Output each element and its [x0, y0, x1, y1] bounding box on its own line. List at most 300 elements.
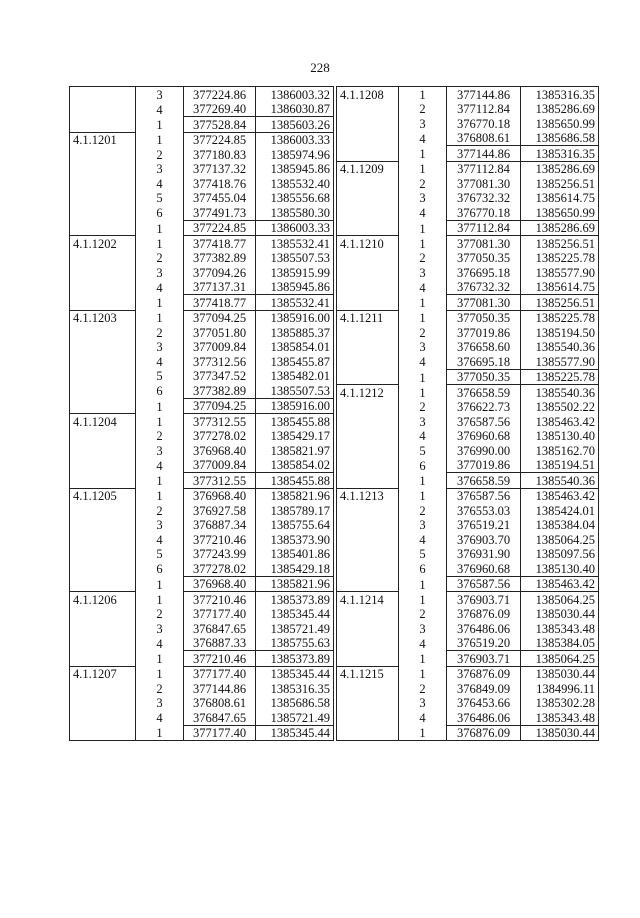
point-number: 2 [419, 102, 426, 116]
parcel-number [70, 696, 136, 711]
y-coordinate: 1384996.11 [521, 681, 599, 696]
table-row [70, 710, 334, 725]
y-coordinate: 1385030.44 [521, 666, 599, 681]
y-coordinate: 1385316.35 [256, 681, 334, 696]
y-coordinate: 1385974.96 [256, 147, 334, 162]
parcel-number [70, 220, 136, 236]
y-coordinate: 1385384.04 [521, 518, 599, 533]
y-coordinate: 1385401.86 [256, 547, 334, 562]
parcel-number [70, 561, 136, 576]
x-coordinate: 377019.86 [447, 325, 521, 340]
x-coordinate: 376876.09 [447, 666, 521, 681]
x-coordinate: 376486.06 [447, 710, 521, 725]
parcel-number [337, 176, 399, 191]
y-coordinate: 1385343.48 [521, 710, 599, 725]
y-coordinate: 1385686.58 [521, 131, 599, 146]
parcel-number: 4.1.1202 [70, 236, 136, 251]
point-number: 6 [156, 384, 163, 398]
y-coordinate: 1385721.49 [256, 621, 334, 636]
table-row [337, 666, 599, 681]
y-coordinate: 1385916.00 [256, 398, 334, 414]
parcel-number [70, 398, 136, 414]
table-row [337, 236, 599, 251]
x-coordinate: 377180.83 [184, 147, 256, 162]
x-coordinate: 376808.61 [184, 696, 256, 711]
table-row [337, 385, 599, 400]
point-number: 3 [156, 621, 163, 636]
point-number: 3 [156, 696, 163, 710]
table-row [70, 162, 334, 177]
table-row [70, 176, 334, 191]
parcel-number [337, 725, 399, 741]
y-coordinate: 1385373.89 [256, 592, 334, 607]
table-row [337, 400, 599, 415]
y-coordinate: 1386030.87 [256, 102, 334, 117]
y-coordinate: 1385885.37 [256, 325, 334, 340]
x-coordinate: 377177.40 [184, 666, 256, 681]
parcel-number: 4.1.1213 [337, 488, 399, 503]
table-row [337, 295, 599, 311]
y-coordinate: 1385256.51 [521, 176, 599, 191]
table-row [70, 383, 334, 398]
table-row [337, 191, 599, 206]
parcel-number [70, 205, 136, 220]
table-row [70, 518, 334, 533]
table-row [70, 443, 334, 458]
table-row [70, 265, 334, 280]
y-coordinate: 1385650.99 [521, 205, 599, 220]
x-coordinate: 377112.84 [447, 161, 521, 176]
table-row [70, 576, 334, 592]
parcel-number [337, 251, 399, 266]
x-coordinate: 377418.77 [184, 295, 256, 311]
y-coordinate: 1385162.70 [521, 443, 599, 458]
y-coordinate: 1385373.90 [256, 532, 334, 547]
point-number: 2 [419, 251, 426, 265]
table-row [70, 488, 334, 503]
point-number: 1 [419, 652, 426, 666]
parcel-number [70, 369, 136, 384]
coordinate-table-right [336, 86, 599, 741]
table-row [337, 251, 599, 266]
point-number: 1 [156, 399, 163, 414]
parcel-number [337, 340, 399, 355]
point-number: 4 [419, 280, 426, 295]
parcel-number [70, 429, 136, 444]
table-row [337, 621, 599, 636]
table-row [70, 592, 334, 607]
point-number: 4 [419, 355, 426, 369]
table-row [337, 473, 599, 489]
point-number: 1 [156, 667, 163, 681]
x-coordinate: 377210.46 [184, 532, 256, 547]
point-number: 4 [156, 102, 163, 117]
x-coordinate: 376847.65 [184, 621, 256, 636]
table-row [70, 205, 334, 220]
parcel-number [70, 117, 136, 133]
x-coordinate: 376770.18 [447, 205, 521, 220]
x-coordinate: 377312.56 [184, 354, 256, 369]
parcel-number: 4.1.1207 [70, 666, 136, 681]
y-coordinate: 1385345.44 [256, 607, 334, 622]
table-row [70, 87, 334, 102]
parcel-number [337, 220, 399, 236]
x-coordinate: 376903.70 [447, 532, 521, 547]
point-number: 4 [419, 636, 426, 651]
table-row [337, 576, 599, 592]
point-number: 3 [419, 414, 426, 429]
table-row [70, 325, 334, 340]
y-coordinate: 1385384.05 [521, 636, 599, 651]
x-coordinate: 377347.52 [184, 369, 256, 384]
y-coordinate: 1385532.41 [256, 236, 334, 251]
point-number: 1 [419, 385, 426, 400]
x-coordinate: 377177.40 [184, 725, 256, 741]
parcel-number: 4.1.1215 [337, 666, 399, 681]
y-coordinate: 1385064.25 [521, 651, 599, 667]
point-number: 1 [419, 577, 426, 592]
parcel-number [337, 265, 399, 280]
x-coordinate: 377112.84 [447, 102, 521, 117]
table-row [337, 458, 599, 473]
x-coordinate: 377418.76 [184, 176, 256, 191]
parcel-number: 4.1.1204 [70, 414, 136, 429]
parcel-number [337, 503, 399, 518]
parcel-number [337, 146, 399, 162]
point-number: 3 [156, 340, 163, 354]
point-number: 4 [156, 532, 163, 547]
x-coordinate: 376658.60 [447, 340, 521, 355]
x-coordinate: 376732.32 [447, 280, 521, 295]
parcel-number [70, 576, 136, 592]
point-number: 2 [156, 325, 163, 340]
parcel-number [337, 295, 399, 311]
y-coordinate: 1385556.68 [256, 191, 334, 206]
y-coordinate: 1385286.69 [521, 102, 599, 117]
point-number: 1 [419, 311, 426, 325]
y-coordinate: 1385424.01 [521, 503, 599, 518]
table-row [70, 503, 334, 518]
y-coordinate: 1386003.32 [256, 87, 334, 102]
point-number: 2 [156, 681, 163, 696]
table-row [70, 340, 334, 355]
point-number: 2 [419, 176, 426, 191]
y-coordinate: 1385482.01 [256, 369, 334, 384]
table-row [337, 265, 599, 280]
point-number: 5 [156, 191, 163, 205]
point-number: 2 [156, 503, 163, 518]
y-coordinate: 1385463.42 [521, 488, 599, 503]
parcel-number [337, 607, 399, 622]
parcel-number [337, 651, 399, 667]
table-row [70, 147, 334, 162]
parcel-number [337, 131, 399, 146]
y-coordinate: 1385194.51 [521, 458, 599, 473]
parcel-number [70, 503, 136, 518]
point-number: 6 [156, 206, 163, 220]
point-number: 3 [156, 162, 163, 176]
table-row [337, 651, 599, 667]
parcel-number: 4.1.1212 [337, 385, 399, 400]
table-row [70, 636, 334, 651]
parcel-number [337, 325, 399, 340]
parcel-number [70, 458, 136, 473]
parcel-number [70, 681, 136, 696]
parcel-number [70, 251, 136, 266]
point-number: 1 [156, 652, 163, 666]
x-coordinate: 377210.46 [184, 651, 256, 667]
x-coordinate: 376849.09 [447, 681, 521, 696]
point-number: 3 [419, 621, 426, 636]
x-coordinate: 376622.73 [447, 400, 521, 415]
point-number: 6 [419, 562, 426, 576]
y-coordinate: 1385316.35 [521, 146, 599, 162]
point-number: 1 [419, 370, 426, 385]
table-row [337, 325, 599, 340]
parcel-number [70, 725, 136, 741]
table-row [70, 191, 334, 206]
y-coordinate: 1385945.86 [256, 162, 334, 177]
x-coordinate: 377528.84 [184, 117, 256, 133]
parcel-number [70, 354, 136, 369]
table-row [70, 696, 334, 711]
point-number: 1 [419, 221, 426, 236]
x-coordinate: 377009.84 [184, 458, 256, 473]
parcel-number [70, 621, 136, 636]
parcel-number: 4.1.1206 [70, 592, 136, 607]
y-coordinate: 1385256.51 [521, 236, 599, 251]
x-coordinate: 377224.85 [184, 132, 256, 147]
table-row [337, 354, 599, 369]
point-number: 4 [419, 131, 426, 146]
x-coordinate: 377418.77 [184, 236, 256, 251]
parcel-number [337, 400, 399, 415]
parcel-number [70, 383, 136, 398]
point-number: 3 [419, 116, 426, 131]
y-coordinate: 1385686.58 [256, 696, 334, 711]
table-row [337, 205, 599, 220]
x-coordinate: 376876.09 [447, 725, 521, 741]
y-coordinate: 1385580.30 [256, 205, 334, 220]
point-number: 1 [136, 725, 184, 741]
x-coordinate: 377455.04 [184, 191, 256, 206]
parcel-number [337, 710, 399, 725]
x-coordinate: 377094.26 [184, 265, 256, 280]
point-number: 3 [419, 518, 426, 532]
parcel-number [337, 561, 399, 576]
x-coordinate: 377224.85 [184, 220, 256, 236]
y-coordinate: 1385650.99 [521, 116, 599, 131]
table-row [337, 220, 599, 236]
parcel-number [70, 473, 136, 489]
parcel-number [70, 518, 136, 533]
y-coordinate: 1385540.36 [521, 385, 599, 400]
y-coordinate: 1385532.41 [256, 295, 334, 311]
y-coordinate: 1385721.49 [256, 710, 334, 725]
table-row [337, 429, 599, 444]
x-coordinate: 377050.35 [447, 251, 521, 266]
parcel-number [70, 87, 136, 102]
parcel-number [70, 607, 136, 622]
x-coordinate: 376732.32 [447, 191, 521, 206]
y-coordinate: 1385030.44 [521, 607, 599, 622]
x-coordinate: 377491.73 [184, 205, 256, 220]
x-coordinate: 376931.90 [447, 547, 521, 562]
x-coordinate: 376968.40 [184, 488, 256, 503]
x-coordinate: 376808.61 [447, 131, 521, 146]
parcel-number [337, 369, 399, 385]
table-row [70, 473, 334, 489]
table-row [70, 725, 334, 741]
table-row [70, 280, 334, 295]
parcel-number [70, 532, 136, 547]
y-coordinate: 1385945.86 [256, 280, 334, 295]
point-number: 3 [419, 340, 426, 354]
table-row [70, 236, 334, 251]
point-number: 2 [156, 429, 163, 443]
point-number: 1 [156, 577, 163, 592]
point-number: 1 [419, 147, 426, 161]
table-row [337, 340, 599, 355]
point-number: 4 [419, 532, 426, 547]
y-coordinate: 1385345.44 [256, 666, 334, 681]
x-coordinate: 377081.30 [447, 295, 521, 311]
x-coordinate: 377081.30 [447, 236, 521, 251]
x-coordinate: 377112.84 [447, 220, 521, 236]
point-number: 5 [419, 443, 426, 458]
x-coordinate: 377312.55 [184, 473, 256, 489]
x-coordinate: 376887.34 [184, 518, 256, 533]
y-coordinate: 1385577.90 [521, 265, 599, 280]
point-number: 1 [419, 474, 426, 488]
x-coordinate: 377278.02 [184, 429, 256, 444]
y-coordinate: 1385302.28 [521, 696, 599, 711]
table-row [337, 102, 599, 117]
parcel-number: 4.1.1203 [70, 310, 136, 325]
parcel-number [337, 414, 399, 429]
point-number: 6 [419, 458, 426, 473]
y-coordinate: 1385064.25 [521, 592, 599, 607]
parcel-number [337, 636, 399, 651]
point-number: 3 [156, 518, 163, 532]
parcel-number: 4.1.1209 [337, 161, 399, 176]
point-number: 3 [419, 191, 426, 205]
point-number: 1 [156, 592, 163, 607]
table-row [337, 636, 599, 651]
point-number: 1 [156, 296, 163, 310]
point-number: 4 [156, 636, 163, 651]
x-coordinate: 376960.68 [447, 429, 521, 444]
table-row [337, 607, 599, 622]
x-coordinate: 377269.40 [184, 102, 256, 117]
parcel-number [337, 429, 399, 444]
parcel-number: 4.1.1205 [70, 488, 136, 503]
x-coordinate: 377051.80 [184, 325, 256, 340]
table-row [337, 561, 599, 576]
parcel-number [337, 205, 399, 220]
point-number: 4 [156, 176, 163, 191]
x-coordinate: 377094.25 [184, 398, 256, 414]
parcel-number: 4.1.1211 [337, 310, 399, 325]
table-row [337, 488, 599, 503]
x-coordinate: 376990.00 [447, 443, 521, 458]
y-coordinate: 1385097.56 [521, 547, 599, 562]
point-number: 1 [399, 87, 447, 102]
y-coordinate: 1385455.88 [256, 414, 334, 429]
x-coordinate: 377137.32 [184, 162, 256, 177]
table-row [337, 710, 599, 725]
parcel-number [70, 547, 136, 562]
x-coordinate: 376519.20 [447, 636, 521, 651]
parcel-number [70, 340, 136, 355]
point-number: 1 [156, 311, 163, 325]
y-coordinate: 1385532.40 [256, 176, 334, 191]
x-coordinate: 377177.40 [184, 607, 256, 622]
table-row [337, 518, 599, 533]
y-coordinate: 1385286.69 [521, 220, 599, 236]
point-number: 1 [419, 296, 426, 310]
point-number: 1 [399, 725, 447, 741]
y-coordinate: 1385130.40 [521, 561, 599, 576]
point-number: 1 [156, 133, 163, 147]
point-number: 4 [156, 458, 163, 473]
point-number: 4 [419, 711, 426, 725]
x-coordinate: 376876.09 [447, 607, 521, 622]
table-row [337, 592, 599, 607]
x-coordinate: 377144.86 [184, 681, 256, 696]
x-coordinate: 377224.86 [184, 87, 256, 102]
point-number: 1 [419, 592, 426, 607]
y-coordinate: 1385540.36 [521, 473, 599, 489]
point-number: 2 [419, 503, 426, 518]
x-coordinate: 377050.35 [447, 369, 521, 385]
point-number: 3 [136, 87, 184, 102]
y-coordinate: 1385821.96 [256, 488, 334, 503]
table-row [337, 131, 599, 146]
x-coordinate: 377382.89 [184, 383, 256, 398]
table-row [70, 547, 334, 562]
parcel-number [70, 191, 136, 206]
point-number: 1 [156, 118, 163, 132]
parcel-number [70, 710, 136, 725]
point-number: 2 [419, 607, 426, 621]
y-coordinate: 1385373.89 [256, 651, 334, 667]
parcel-number [337, 116, 399, 131]
page-number: 228 [310, 60, 330, 75]
x-coordinate: 376770.18 [447, 116, 521, 131]
y-coordinate: 1385577.90 [521, 354, 599, 369]
point-number: 1 [156, 474, 163, 488]
y-coordinate: 1385854.02 [256, 458, 334, 473]
table-row [70, 251, 334, 266]
table-row [70, 102, 334, 117]
table-row [337, 116, 599, 131]
parcel-number [337, 354, 399, 369]
y-coordinate: 1385507.53 [256, 383, 334, 398]
parcel-number [337, 576, 399, 592]
point-number: 2 [156, 607, 163, 621]
y-coordinate: 1385502.22 [521, 400, 599, 415]
parcel-number [70, 636, 136, 651]
table-row [70, 429, 334, 444]
table-row [337, 146, 599, 162]
table-row [70, 681, 334, 696]
y-coordinate: 1385614.75 [521, 280, 599, 295]
table-row [337, 443, 599, 458]
x-coordinate: 376968.40 [184, 576, 256, 592]
parcel-number [70, 102, 136, 117]
table-row [337, 176, 599, 191]
